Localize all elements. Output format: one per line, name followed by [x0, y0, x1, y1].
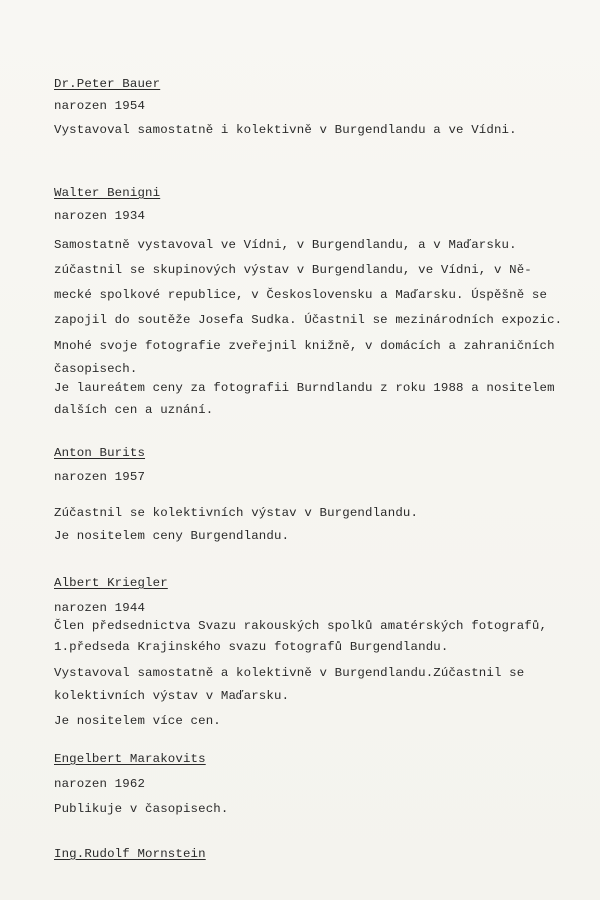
birth-year-line: narozen 1944 — [54, 601, 146, 615]
person-name: Dr.Peter Bauer — [54, 77, 161, 91]
bio-line: Mnohé svoje fotografie zveřejnil knižně, v domácích a zahraničních — [54, 339, 555, 353]
bio-line: Je nositelem ceny Burgendlandu. — [54, 529, 290, 543]
bio-line: Vystavoval samostatně a kolektivně v Burgendlandu.Zúčastnil se — [54, 666, 525, 680]
bio-line: Je nositelem více cen. — [54, 714, 221, 728]
bio-line: Publikuje v časopisech. — [54, 802, 229, 816]
bio-line: Zúčastnil se kolektivních výstav v Burgendlandu. — [54, 506, 419, 520]
bio-line: Samostatně vystavoval ve Vídni, v Burgendlandu, a v Maďarsku. — [54, 238, 517, 252]
bio-line: zapojil do soutěže Josefa Sudka. Účastnil se mezinárodních expozic. — [54, 313, 563, 327]
birth-year-line: narozen 1934 — [54, 209, 146, 223]
birth-year-line: narozen 1954 — [54, 99, 146, 113]
bio-line: dalších cen a uznání. — [54, 403, 214, 417]
person-name: Engelbert Marakovits — [54, 752, 206, 766]
birth-year-line: narozen 1957 — [54, 470, 146, 484]
person-name: Walter Benigni — [54, 186, 161, 200]
person-name: Anton Burits — [54, 446, 146, 460]
bio-line: časopisech. — [54, 362, 138, 376]
birth-year-line: narozen 1962 — [54, 777, 146, 791]
bio-line: Člen předsednictva Svazu rakouských spolků amatérských fotografů, — [54, 619, 548, 633]
bio-line: Je laureátem ceny za fotografii Burndlandu z roku 1988 a nositelem — [54, 381, 555, 395]
person-name: Ing.Rudolf Mornstein — [54, 847, 206, 861]
bio-line: Vystavoval samostatně i kolektivně v Burgendlandu a ve Vídni. — [54, 123, 517, 137]
bio-line: mecké spolkové republice, v Československu a Maďarsku. Úspěšně se — [54, 288, 548, 302]
bio-line: kolektivních výstav v Maďarsku. — [54, 689, 290, 703]
bio-line: zúčastnil se skupinových výstav v Burgendlandu, ve Vídni, v Ně- — [54, 263, 532, 277]
bio-line: 1.předseda Krajinského svazu fotografů Burgendlandu. — [54, 640, 449, 654]
person-name: Albert Kriegler — [54, 576, 168, 590]
